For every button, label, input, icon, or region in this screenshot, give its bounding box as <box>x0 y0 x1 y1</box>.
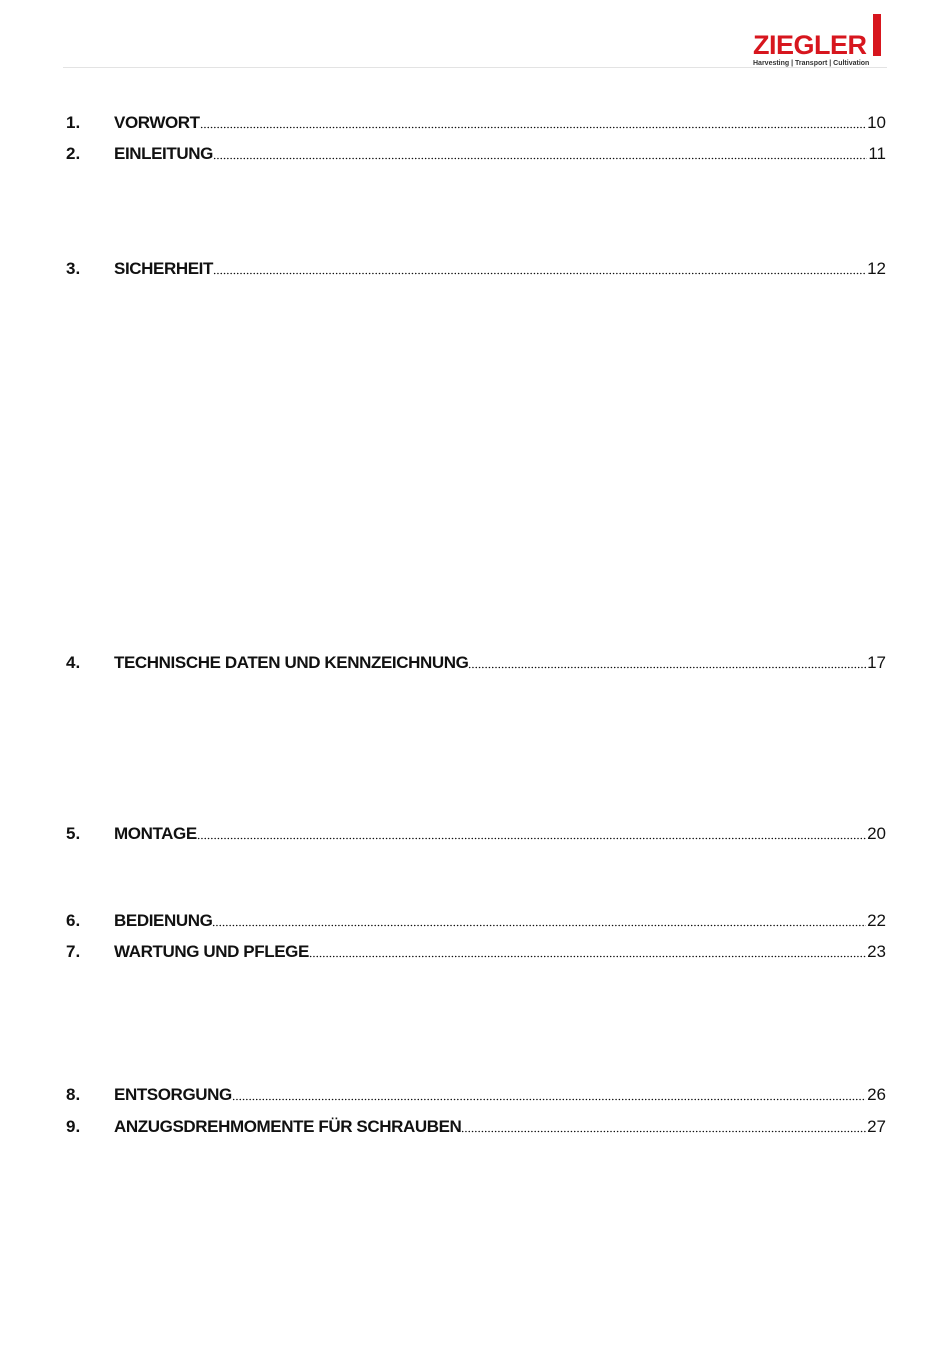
toc-entry-number: 3. <box>66 259 81 278</box>
toc-dot-leader <box>213 157 867 160</box>
toc-entry-title: EINLEITUNG <box>114 144 213 163</box>
header-divider <box>63 67 887 68</box>
toc-entry-page: 22 <box>867 911 886 930</box>
toc-entry-title: ENTSORGUNG <box>114 1085 232 1104</box>
toc-entry-title: VORWORT <box>114 113 200 132</box>
toc-entry-number: 8. <box>66 1085 81 1104</box>
toc-entry-number: 6. <box>66 911 81 930</box>
toc-entry-page: 11 <box>868 144 886 163</box>
toc-dot-leader <box>197 837 866 840</box>
toc-dot-leader <box>213 272 866 275</box>
toc-entry-anzugsdrehmomente[interactable] <box>66 1117 886 1137</box>
toc-entry-number: 7. <box>66 942 81 961</box>
toc-entry-page: 10 <box>867 113 886 132</box>
toc-entry-entsorgung[interactable] <box>66 1085 886 1105</box>
toc-entry-bedienung[interactable] <box>66 911 886 931</box>
page-header <box>0 0 950 70</box>
toc-dot-leader <box>468 666 866 669</box>
toc-dot-leader <box>461 1130 866 1133</box>
toc-dot-leader <box>212 924 866 927</box>
toc-entry-page: 12 <box>867 259 886 278</box>
logo-wordmark: ZIEGLER <box>753 30 867 60</box>
toc-dot-leader <box>232 1098 866 1101</box>
toc-entry-title: TECHNISCHE DATEN UND KENNZEICHNUNG <box>114 653 469 672</box>
toc-entry-title: SICHERHEIT <box>114 259 213 278</box>
toc-entry-number: 5. <box>66 824 81 843</box>
toc-entry-number: 9. <box>66 1117 81 1136</box>
ziegler-logo <box>753 14 885 70</box>
logo-bar-mark <box>873 14 881 56</box>
toc-entry-page: 27 <box>867 1117 886 1136</box>
logo-tagline: Harvesting | Transport | Cultivation <box>753 60 870 67</box>
toc-entry-title: ANZUGSDREHMOMENTE FÜR SCHRAUBEN <box>114 1117 462 1136</box>
toc-entry-einleitung[interactable] <box>66 144 886 164</box>
toc-entry-title: MONTAGE <box>114 824 197 843</box>
toc-entry-technische-daten[interactable] <box>66 653 886 673</box>
toc-entry-wartung[interactable] <box>66 942 886 962</box>
toc-entry-page: 17 <box>867 653 886 672</box>
toc-entry-title: BEDIENUNG <box>114 911 213 930</box>
toc-entry-page: 20 <box>867 824 886 843</box>
toc-dot-leader <box>309 955 866 958</box>
toc-entry-montage[interactable] <box>66 824 886 844</box>
toc-dot-leader <box>200 126 866 129</box>
toc-entry-number: 1. <box>66 113 81 132</box>
toc-entry-vorwort[interactable] <box>66 113 886 133</box>
toc-entry-number: 2. <box>66 144 81 163</box>
toc-entry-sicherheit[interactable] <box>66 259 886 279</box>
toc-entry-page: 23 <box>867 942 886 961</box>
toc-entry-title: WARTUNG UND PFLEGE <box>114 942 309 961</box>
toc-entry-number: 4. <box>66 653 81 672</box>
toc-entry-page: 26 <box>867 1085 886 1104</box>
